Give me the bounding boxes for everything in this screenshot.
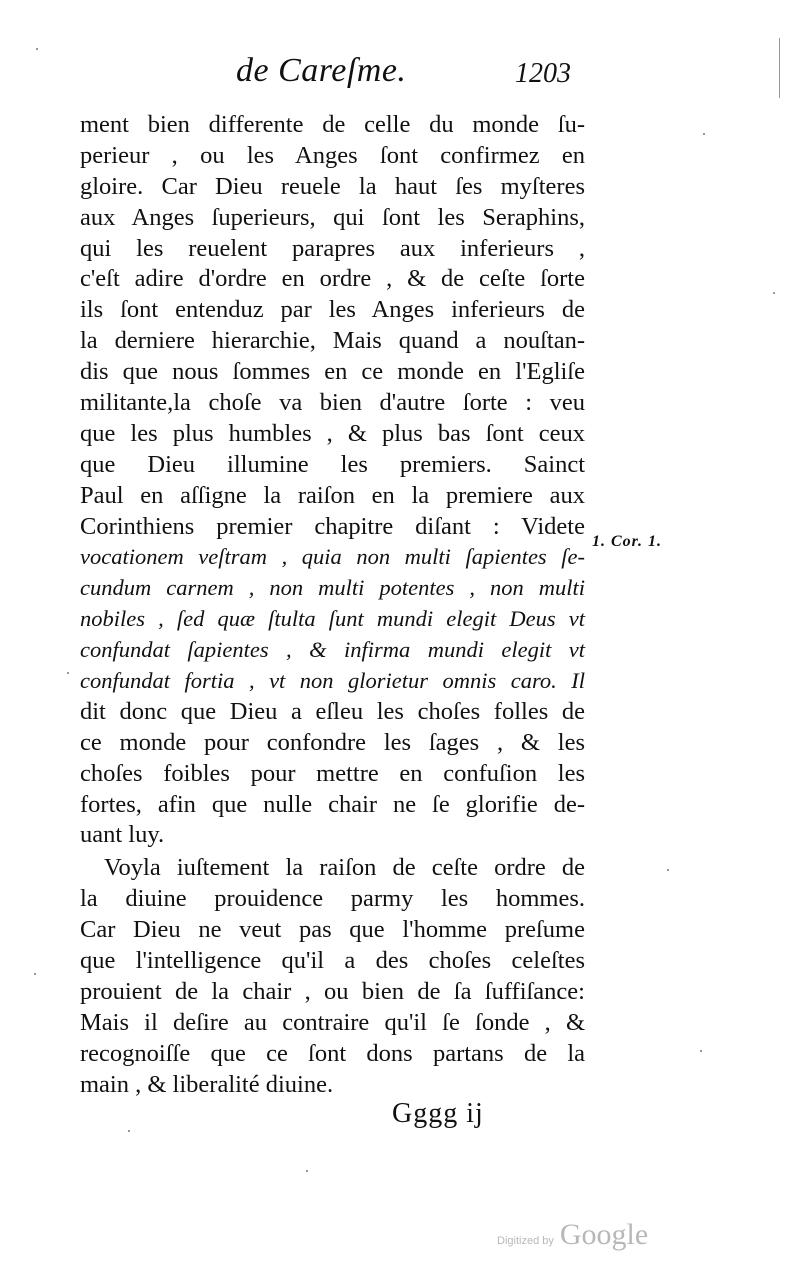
scan-speck bbox=[36, 48, 38, 50]
latin-quote-line: cundum carnem , non multi potentes , non multi bbox=[80, 575, 585, 601]
latin-quote-line: nobiles , ſed quæ ſtulta ſunt mundi elegit Deus vt bbox=[80, 606, 585, 632]
text-line: dit donc que Dieu a eſleu les choſes folles de bbox=[80, 697, 585, 725]
text-line: la derniere hierarchie, Mais quand a nouſtan- bbox=[80, 327, 585, 355]
latin-quote-line: confundat ſapientes , & infirma mundi elegit vt bbox=[80, 637, 585, 663]
page-number: 1203 bbox=[515, 58, 571, 89]
text-line: que les plus humbles , & plus bas ſont ceux bbox=[80, 419, 585, 447]
text-line: Mais il deſire au contraire qu'il ſe ſonde , & bbox=[80, 1008, 585, 1036]
scan-edge-mark bbox=[779, 38, 780, 98]
scan-speck bbox=[773, 292, 775, 294]
scan-speck bbox=[700, 1050, 702, 1052]
margin-reference: 1. Cor. 1. bbox=[592, 533, 663, 550]
text-line: prouient de la chair , ou bien de ſa ſuffiſance: bbox=[80, 977, 585, 1005]
scan-speck bbox=[667, 869, 669, 871]
text-line: Voyla iuſtement la raiſon de ceſte ordre de bbox=[104, 854, 585, 882]
text-line: gloire. Car Dieu reuele la haut ſes myſteres bbox=[80, 172, 585, 200]
text-line: aux Anges ſuperieurs, qui ſont les Seraphins, bbox=[80, 203, 585, 231]
main-text bbox=[80, 110, 585, 1101]
watermark-logo: Google bbox=[559, 1218, 649, 1251]
running-title: de Careſme. bbox=[236, 52, 407, 89]
text-line: militante,la choſe va bien d'autre ſorte : veu bbox=[80, 389, 585, 417]
scan-speck bbox=[306, 1170, 308, 1172]
signature-mark: Gggg ij bbox=[392, 1098, 484, 1129]
scan-speck bbox=[703, 133, 705, 135]
text-line: main , & liberalité diuine. bbox=[80, 1070, 334, 1098]
scan-speck bbox=[128, 1130, 130, 1132]
running-head bbox=[0, 52, 787, 96]
text-line: c'eſt adire d'ordre en ordre , & de ceſte ſorte bbox=[80, 265, 585, 293]
text-line: perieur , ou les Anges ſont confirmez en bbox=[80, 141, 585, 169]
text-line: choſes foibles pour mettre en confuſion les bbox=[80, 759, 585, 787]
latin-quote-line: confundat fortia , vt non glorietur omnis caro. Il bbox=[80, 668, 585, 694]
latin-quote-line: vocationem veſtram , quia non multi ſapientes ſe- bbox=[80, 544, 585, 570]
text-line: Car Dieu ne veut pas que l'homme preſume bbox=[80, 916, 585, 944]
text-line: Corinthiens premier chapitre diſant : Videte bbox=[80, 512, 585, 540]
text-line: que l'intelligence qu'il a des choſes celeſtes bbox=[80, 947, 585, 975]
scan-speck bbox=[67, 672, 69, 674]
text-line: la diuine prouidence parmy les hommes. bbox=[80, 885, 585, 913]
text-line: ment bien differente de celle du monde ſu- bbox=[80, 111, 585, 138]
text-line: ce monde pour confondre les ſages , & les bbox=[80, 728, 585, 756]
text-line: fortes, afin que nulle chair ne ſe glorifie de- bbox=[80, 790, 585, 818]
scan-speck bbox=[34, 973, 36, 975]
text-line: recognoiſſe que ce ſont dons partans de la bbox=[80, 1039, 585, 1067]
text-line: que Dieu illumine les premiers. Sainct bbox=[80, 450, 585, 478]
text-line: uant luy. bbox=[80, 821, 165, 849]
text-line: ils ſont entenduz par les Anges inferieurs de bbox=[80, 296, 585, 324]
text-line: dis que nous ſommes en ce monde en l'Egliſe bbox=[80, 358, 585, 386]
digitized-watermark bbox=[497, 1218, 648, 1252]
watermark-prefix: Digitized by bbox=[497, 1235, 554, 1247]
text-line: qui les reuelent parapres aux inferieurs , bbox=[80, 234, 585, 262]
text-line: Paul en aſſigne la raiſon en la premiere aux bbox=[80, 481, 585, 509]
